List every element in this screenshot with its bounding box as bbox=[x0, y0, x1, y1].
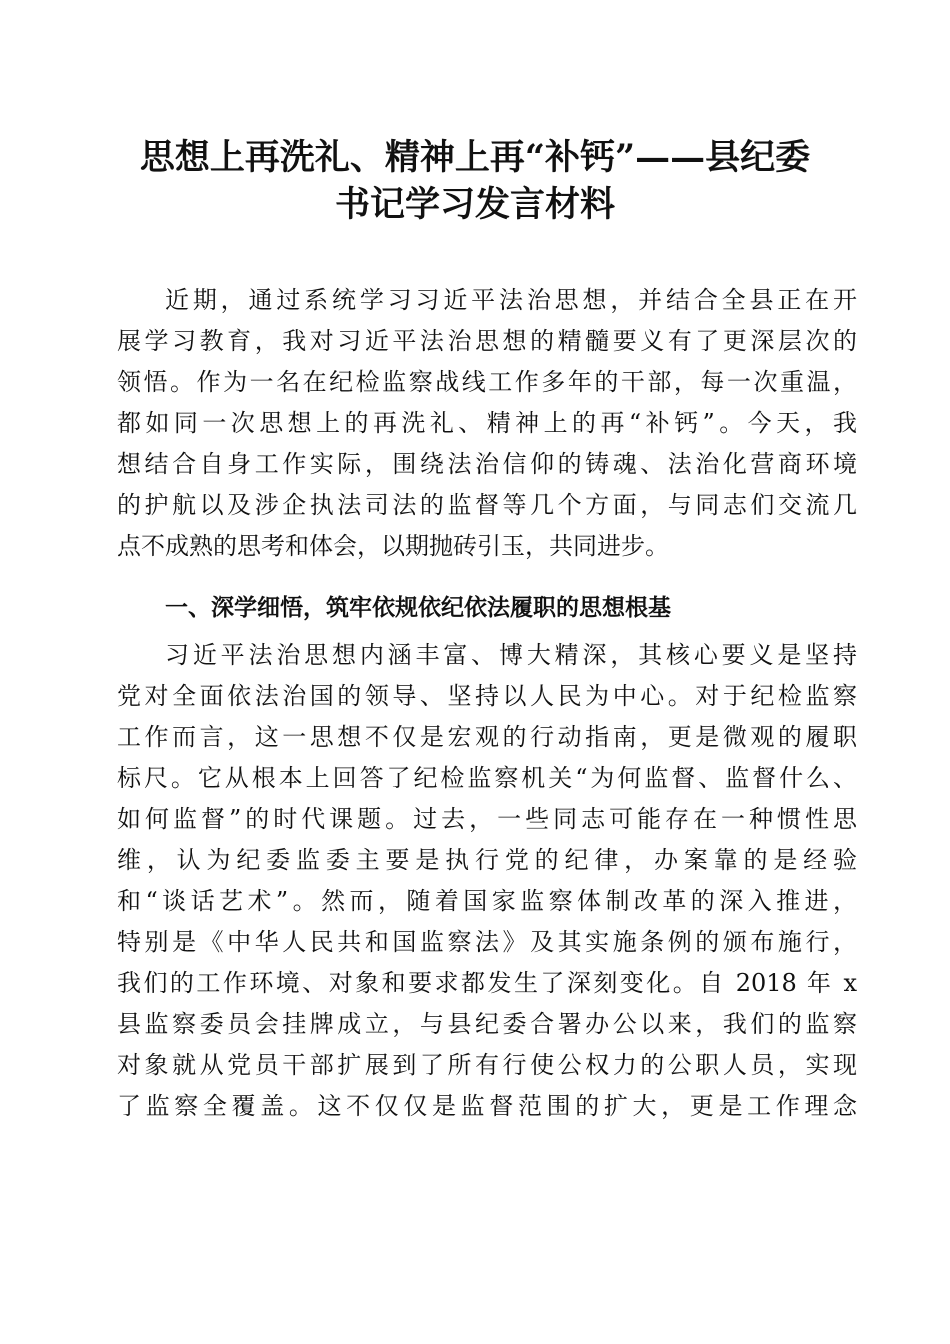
paragraph-2-line: 工作而言，这一思想不仅是宏观的行动指南，更是微观的履职 bbox=[117, 723, 857, 751]
document-title-line-2: 书记学习发言材料 bbox=[334, 184, 615, 225]
paragraph-2-line: 县监察委员会挂牌成立，与县纪委合署办公以来，我们的监察 bbox=[117, 1010, 857, 1038]
paragraph-2-line: 和“谈话艺术”。然而，随着国家监察体制改革的深入推进， bbox=[117, 887, 857, 915]
paragraph-2-line: 特别是《中华人民共和国监察法》及其实施条例的颁布施行， bbox=[117, 928, 857, 956]
paragraph-2-line: 如何监督”的时代课题。过去，一些同志可能存在一种惯性思 bbox=[117, 805, 857, 833]
paragraph-1-line: 想结合自身工作实际，围绕法治信仰的铸魂、法治化营商环境 bbox=[117, 450, 857, 478]
paragraph-2-line: 我们的工作环境、对象和要求都发生了深刻变化。自 2018 年 x bbox=[117, 969, 857, 997]
paragraph-1-line: 的护航以及涉企执法司法的监督等几个方面，与同志们交流几 bbox=[117, 491, 857, 519]
paragraph-2-line: 对象就从党员干部扩展到了所有行使公权力的公职人员，实现 bbox=[117, 1051, 857, 1079]
paragraph-2-line: 标尺。它从根本上回答了纪检监察机关“为何监督、监督什么、 bbox=[117, 764, 857, 792]
paragraph-2-line: 习近平法治思想内涵丰富、博大精深，其核心要义是坚持 bbox=[165, 641, 857, 669]
paragraph-2-line: 了监察全覆盖。这不仅仅是监督范围的扩大，更是工作理念 bbox=[117, 1092, 857, 1120]
paragraph-1-line: 领悟。作为一名在纪检监察战线工作多年的干部，每一次重温， bbox=[117, 368, 857, 396]
paragraph-1-line: 都如同一次思想上的再洗礼、精神上的再“补钙”。今天，我 bbox=[117, 409, 857, 437]
paragraph-1-line: 展学习教育，我对习近平法治思想的精髓要义有了更深层次的 bbox=[117, 327, 857, 355]
document-title-line-1: 思想上再洗礼、精神上再“补钙”——县纪委 bbox=[139, 137, 811, 178]
paragraph-1-line: 点不成熟的思考和体会，以期抛砖引玉，共同进步。 bbox=[117, 532, 669, 560]
paragraph-2-line: 维，认为纪委监委主要是执行党的纪律，办案靠的是经验 bbox=[117, 846, 857, 874]
section-heading-1: 一、深学细悟，筑牢依规依纪依法履职的思想根基 bbox=[165, 595, 671, 621]
paragraph-1-line: 近期，通过系统学习习近平法治思想，并结合全县正在开 bbox=[165, 286, 857, 314]
paragraph-2-line: 党对全面依法治国的领导、坚持以人民为中心。对于纪检监察 bbox=[117, 682, 857, 710]
